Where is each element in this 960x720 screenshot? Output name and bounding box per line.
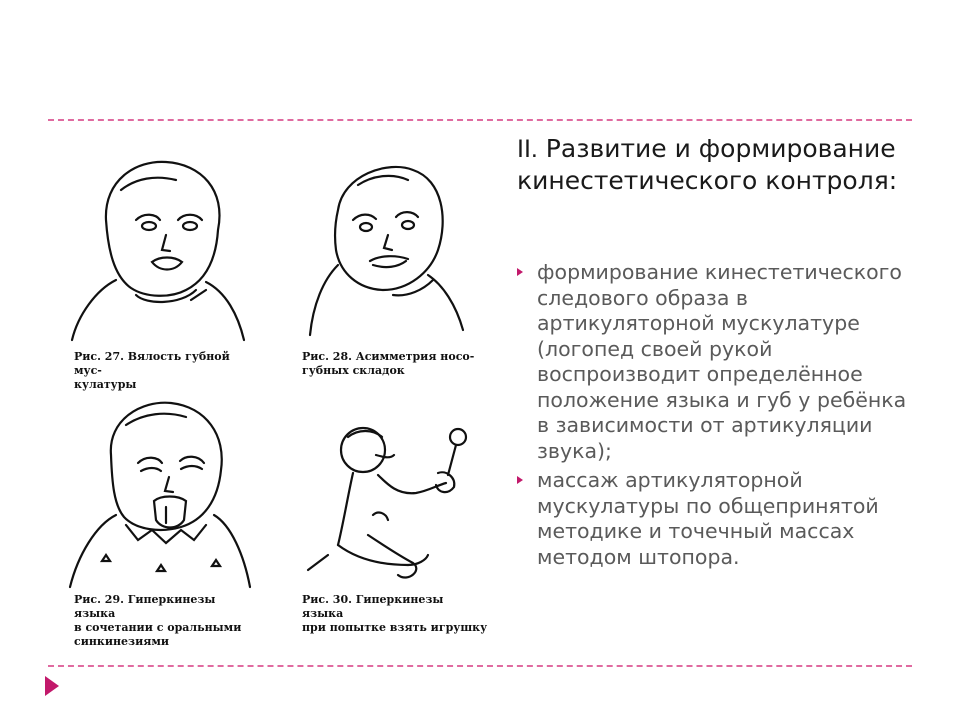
illustrations (66, 150, 496, 650)
list-item (517, 468, 907, 570)
baby-face-illustration (66, 395, 256, 590)
bullet-arrow-icon (517, 476, 523, 484)
bullet-text: формирование кинестетического следового образа в артикуляторной мускулатуре (логопед своей рукой воспроизводит определённое положение языка и губ у ребёнка в зависимости от артикуляции звука); (537, 260, 907, 463)
top-divider (48, 119, 912, 121)
bottom-divider (48, 665, 912, 667)
bullet-text: массаж артикуляторной мускулатуры по общепринятой методике и точечный массах методом штопора. (537, 468, 879, 569)
title-text: Развитие и формирование кинестетического контроля: (517, 134, 898, 195)
section-number: II. (517, 135, 538, 163)
bullet-list (517, 260, 907, 574)
figure-caption: Рис. 28. Асимметрия носо- губных складок (302, 350, 475, 377)
figure-28 (298, 155, 488, 377)
figure-caption: Рис. 29. Гиперкинезы языка в сочетании с оральными синкинезиями (74, 593, 242, 648)
figure-29 (66, 395, 256, 648)
slide-title (517, 133, 917, 196)
bullet-arrow-icon (517, 268, 523, 276)
figure-30 (298, 415, 488, 634)
seated-child-illustration (298, 415, 488, 595)
figure-caption: Рис. 30. Гиперкинезы языка при попытке взять игрушку (302, 593, 488, 634)
baby-face-illustration (66, 150, 256, 345)
play-arrow-icon (45, 676, 59, 696)
figure-27 (66, 150, 256, 391)
baby-face-illustration (298, 155, 488, 345)
figure-caption: Рис. 27. Вялость губной мус- кулатуры (74, 350, 230, 391)
list-item (517, 260, 907, 464)
